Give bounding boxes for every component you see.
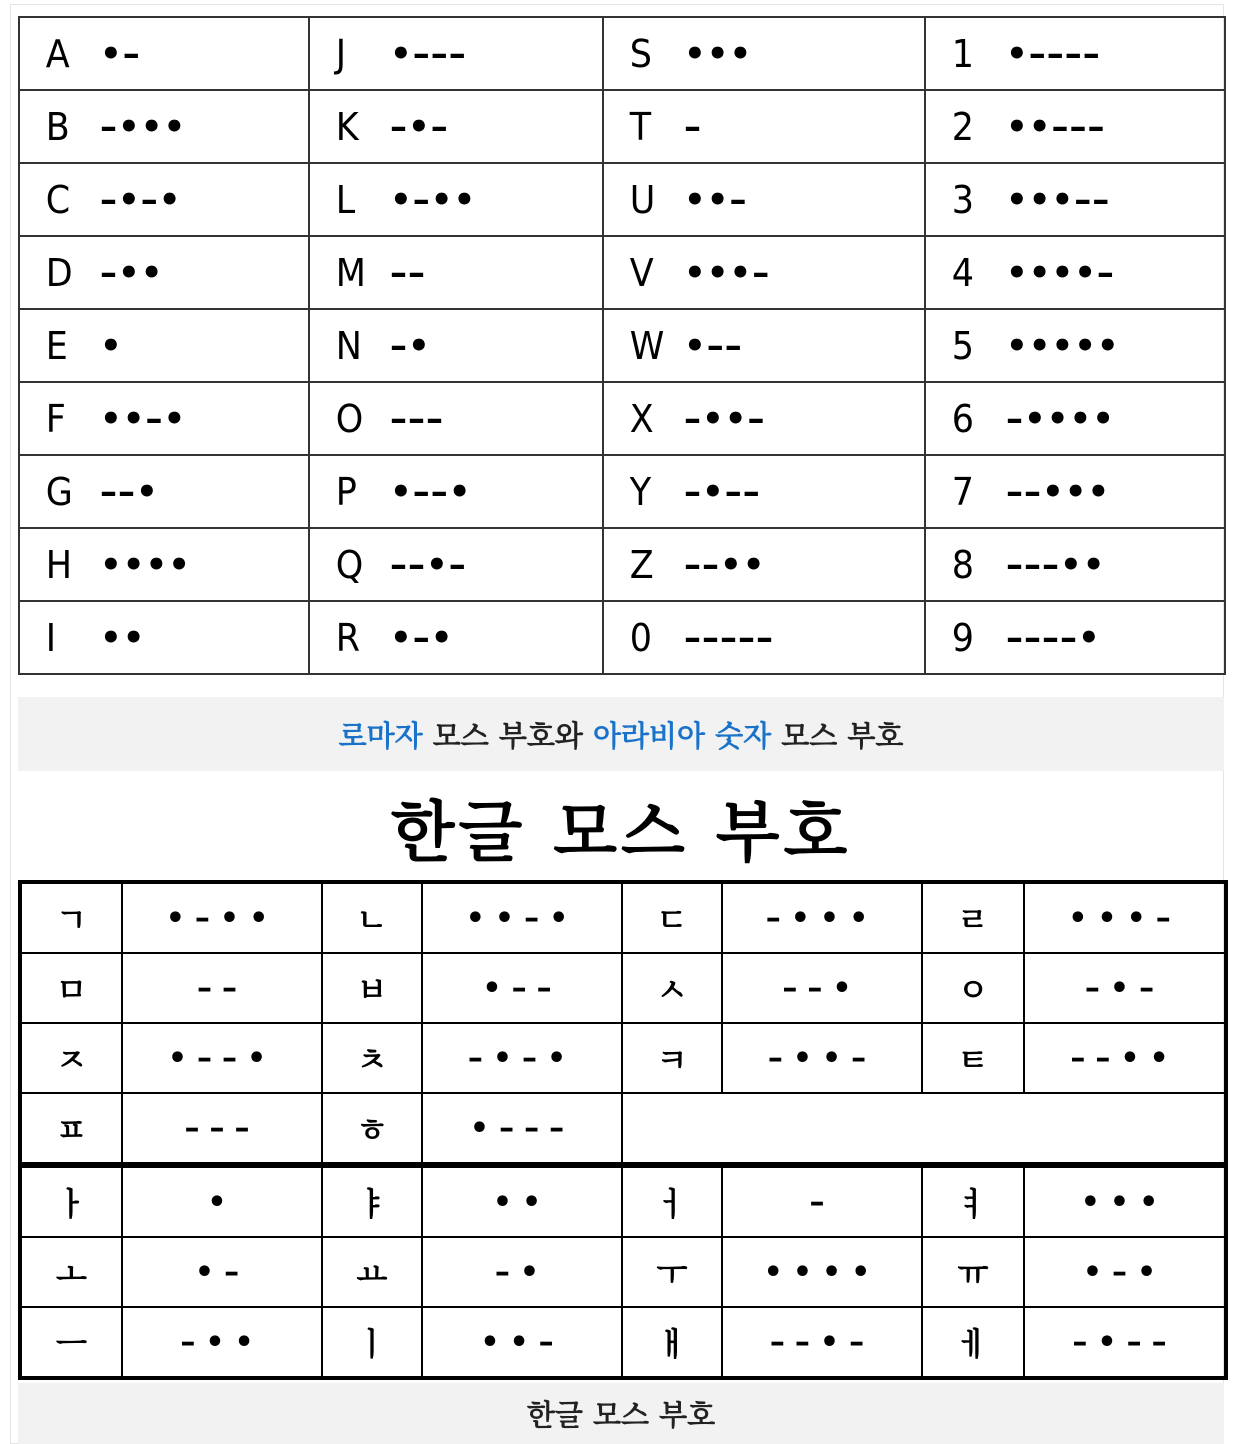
hangul-morse-code: •••• <box>722 1237 922 1307</box>
morse-code: ••••– <box>1006 252 1115 293</box>
morse-code: ••••• <box>1006 325 1120 366</box>
hangul-morse-code: ––•• <box>1024 1023 1226 1093</box>
romaja-link[interactable]: 로마자 <box>338 718 423 753</box>
latin-table-caption <box>18 697 1224 771</box>
morse-character: L <box>335 177 356 222</box>
table-row <box>20 953 1226 1023</box>
morse-code: •• <box>100 617 146 658</box>
hangul-table-caption: 한글 모스 부호 <box>18 1383 1224 1444</box>
morse-code: –•–• <box>100 179 182 220</box>
morse-character: H <box>45 542 73 587</box>
morse-cell <box>925 455 1225 528</box>
caption-text: 모스 부호 <box>771 718 904 753</box>
morse-character: J <box>335 31 347 76</box>
hangul-jamo: ㅠ <box>922 1237 1024 1307</box>
morse-code: ––•• <box>684 544 766 585</box>
hangul-morse-table <box>18 880 1228 1380</box>
morse-cell <box>603 163 925 236</box>
hangul-morse-code: –•–– <box>1024 1307 1226 1378</box>
morse-cell <box>603 601 925 674</box>
morse-code: ••– <box>684 179 748 220</box>
hangul-jamo: ㅍ <box>20 1093 122 1165</box>
hangul-jamo: ㅣ <box>322 1307 422 1378</box>
table-row <box>19 90 1225 163</box>
morse-character: 4 <box>951 250 975 295</box>
morse-character: V <box>629 250 654 295</box>
morse-cell <box>309 90 603 163</box>
morse-character: D <box>45 250 73 295</box>
hangul-jamo: ㅓ <box>622 1165 722 1237</box>
morse-character: K <box>335 104 359 149</box>
morse-cell <box>309 528 603 601</box>
morse-code: •••• <box>100 544 191 585</box>
hangul-jamo: ㅗ <box>20 1237 122 1307</box>
hangul-morse-code: •–•• <box>122 882 322 953</box>
morse-cell <box>925 309 1225 382</box>
table-row <box>19 163 1225 236</box>
morse-cell <box>309 163 603 236</box>
morse-character: W <box>629 323 665 368</box>
morse-character: A <box>45 31 70 76</box>
empty-cell <box>622 1093 1226 1165</box>
morse-character: U <box>629 177 656 222</box>
morse-code: ––• <box>100 471 159 512</box>
morse-character: T <box>629 104 652 149</box>
table-row <box>19 528 1225 601</box>
hangul-morse-code: • <box>122 1165 322 1237</box>
morse-code: –•••• <box>1006 398 1115 439</box>
morse-cell <box>603 382 925 455</box>
hangul-jamo: ㅎ <box>322 1093 422 1165</box>
hangul-morse-code: –– <box>122 953 322 1023</box>
morse-cell <box>603 236 925 309</box>
hangul-morse-code: •• <box>422 1165 622 1237</box>
hangul-jamo: ㅋ <box>622 1023 722 1093</box>
morse-cell <box>19 601 309 674</box>
hangul-morse-code: ––•– <box>722 1307 922 1378</box>
latin-morse-table <box>18 16 1226 675</box>
hangul-morse-code: –• <box>422 1237 622 1307</box>
morse-cell <box>603 17 925 90</box>
hangul-morse-code: –•– <box>1024 953 1226 1023</box>
hangul-morse-code: ••–• <box>422 882 622 953</box>
morse-cell <box>925 163 1225 236</box>
morse-code: •–•• <box>390 179 477 220</box>
hangul-jamo: ㅅ <box>622 953 722 1023</box>
morse-code: –••• <box>100 106 187 147</box>
morse-cell <box>19 17 309 90</box>
morse-code: –•– <box>390 106 449 147</box>
table-row <box>20 882 1226 953</box>
morse-cell <box>19 382 309 455</box>
morse-character: I <box>45 615 57 660</box>
morse-cell <box>603 90 925 163</box>
hangul-jamo: ㅛ <box>322 1237 422 1307</box>
table-row <box>20 1307 1226 1378</box>
hangul-morse-code: •––• <box>122 1023 322 1093</box>
morse-code: –– <box>390 252 426 293</box>
morse-cell <box>925 236 1225 309</box>
morse-code: –•–– <box>684 471 761 512</box>
morse-character: N <box>335 323 362 368</box>
morse-cell <box>925 601 1225 674</box>
morse-code: ––––– <box>684 617 774 658</box>
morse-cell <box>19 236 309 309</box>
hangul-jamo: ㅡ <box>20 1307 122 1378</box>
hangul-morse-code: •–• <box>1024 1237 1226 1307</box>
hangul-morse-code: •–– <box>422 953 622 1023</box>
morse-code: ••• <box>684 33 753 74</box>
hangul-morse-code: •– <box>122 1237 322 1307</box>
morse-cell <box>925 528 1225 601</box>
morse-character: B <box>45 104 70 149</box>
morse-character: X <box>629 396 654 441</box>
morse-character: 3 <box>951 177 975 222</box>
hangul-jamo: ㄴ <box>322 882 422 953</box>
hangul-jamo: ㅌ <box>922 1023 1024 1093</box>
table-row <box>20 1093 1226 1165</box>
morse-cell <box>309 601 603 674</box>
morse-code: ••–• <box>100 398 187 439</box>
morse-code: –••– <box>684 398 766 439</box>
morse-cell <box>603 455 925 528</box>
hangul-morse-code: –••– <box>722 1023 922 1093</box>
table-row <box>19 455 1225 528</box>
hangul-table-title: 한글 모스 부호 <box>390 793 852 871</box>
hangul-morse-code: ––– <box>122 1093 322 1165</box>
morse-code: – <box>684 106 702 147</box>
morse-code: • <box>100 325 123 366</box>
morse-character: 8 <box>951 542 975 587</box>
hangul-morse-code: – <box>722 1165 922 1237</box>
morse-cell <box>603 309 925 382</box>
caption-text: 모스 부호와 <box>422 718 593 753</box>
morse-code: ––––• <box>1006 617 1101 658</box>
hangul-jamo: ㄱ <box>20 882 122 953</box>
morse-character: G <box>45 469 73 514</box>
table-row <box>19 236 1225 309</box>
morse-character: S <box>629 31 652 76</box>
hangul-jamo: ㅇ <box>922 953 1024 1023</box>
morse-code: •–––– <box>1006 33 1101 74</box>
hangul-jamo: ㅁ <box>20 953 122 1023</box>
morse-character: 7 <box>951 469 975 514</box>
morse-cell <box>19 455 309 528</box>
morse-cell <box>309 309 603 382</box>
morse-character: Y <box>629 469 652 514</box>
morse-cell <box>309 17 603 90</box>
hangul-jamo: ㅔ <box>922 1307 1024 1378</box>
morse-character: 6 <box>951 396 975 441</box>
morse-code: •••– <box>684 252 771 293</box>
table-row <box>19 309 1225 382</box>
morse-cell <box>19 90 309 163</box>
morse-code: ••––– <box>1006 106 1106 147</box>
morse-cell <box>19 309 309 382</box>
morse-code: –•• <box>100 252 164 293</box>
hangul-jamo: ㅜ <box>622 1237 722 1307</box>
morse-cell <box>925 90 1225 163</box>
hangul-jamo: ㅊ <box>322 1023 422 1093</box>
morse-code: •–• <box>390 617 454 658</box>
morse-code: –––•• <box>1006 544 1106 585</box>
hangul-morse-code: –•• <box>122 1307 322 1378</box>
morse-cell <box>309 382 603 455</box>
morse-character: F <box>45 396 66 441</box>
morse-code: •–– <box>684 325 743 366</box>
morse-code: ––– <box>390 398 444 439</box>
morse-character: 9 <box>951 615 975 660</box>
morse-character: Q <box>335 542 364 587</box>
morse-character: M <box>335 250 366 295</box>
hangul-morse-code: •••– <box>1024 882 1226 953</box>
morse-character: R <box>335 615 361 660</box>
morse-character: E <box>45 323 68 368</box>
morse-code: ––••• <box>1006 471 1111 512</box>
morse-cell <box>603 528 925 601</box>
morse-character: 2 <box>951 104 975 149</box>
morse-cell <box>925 382 1225 455</box>
hangul-jamo: ㅈ <box>20 1023 122 1093</box>
table-row <box>20 1237 1226 1307</box>
table-row <box>20 1023 1226 1093</box>
morse-character: 1 <box>951 31 975 76</box>
morse-character: Z <box>629 542 654 587</box>
table-row <box>19 17 1225 90</box>
hangul-jamo: ㅑ <box>322 1165 422 1237</box>
hangul-jamo: ㄷ <box>622 882 722 953</box>
morse-cell <box>19 163 309 236</box>
table-row <box>19 382 1225 455</box>
morse-code: •••–– <box>1006 179 1111 220</box>
morse-character: O <box>335 396 364 441</box>
morse-cell <box>19 528 309 601</box>
table-row <box>19 601 1225 674</box>
hangul-morse-code: ––• <box>722 953 922 1023</box>
morse-cell <box>309 236 603 309</box>
morse-cell <box>925 17 1225 90</box>
hangul-jamo: ㅐ <box>622 1307 722 1378</box>
morse-character: C <box>45 177 71 222</box>
arabic-numerals-link[interactable]: 아라비아 숫자 <box>592 718 772 753</box>
morse-code: •––– <box>390 33 467 74</box>
hangul-morse-code: –•–• <box>422 1023 622 1093</box>
table-row <box>20 1165 1226 1237</box>
morse-character: 0 <box>629 615 653 660</box>
morse-code: •– <box>100 33 141 74</box>
hangul-morse-code: ••• <box>1024 1165 1226 1237</box>
morse-code: •––• <box>390 471 472 512</box>
morse-cell <box>309 455 603 528</box>
hangul-jamo: ㅂ <box>322 953 422 1023</box>
hangul-jamo: ㅕ <box>922 1165 1024 1237</box>
morse-character: 5 <box>951 323 975 368</box>
hangul-morse-code: ••– <box>422 1307 622 1378</box>
morse-code: –• <box>390 325 431 366</box>
hangul-jamo: ㅏ <box>20 1165 122 1237</box>
morse-character: P <box>335 469 357 514</box>
hangul-morse-code: –••• <box>722 882 922 953</box>
hangul-jamo: ㄹ <box>922 882 1024 953</box>
hangul-morse-code: •––– <box>422 1093 622 1165</box>
morse-code: ––•– <box>390 544 467 585</box>
